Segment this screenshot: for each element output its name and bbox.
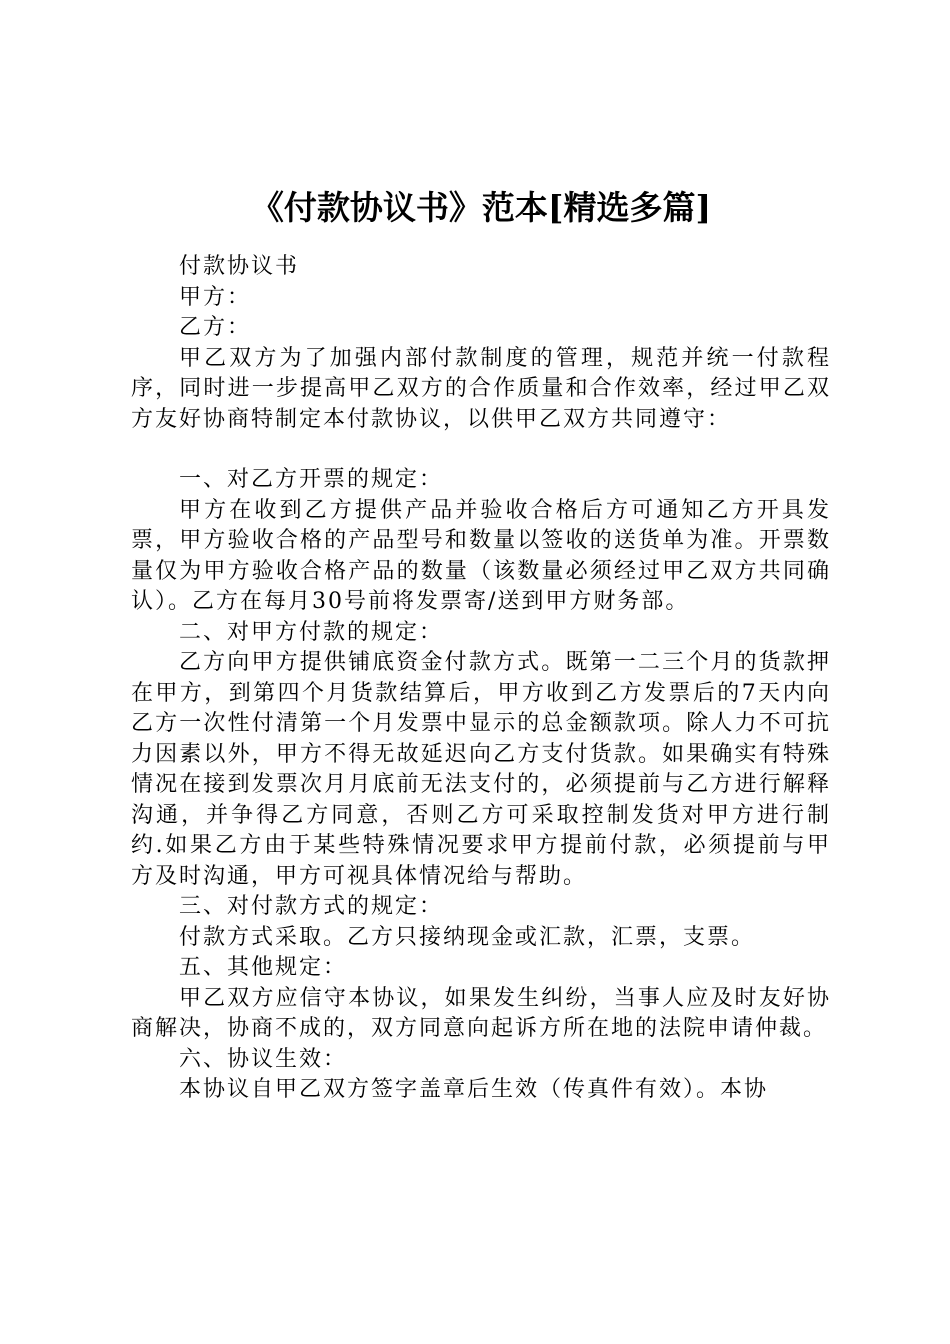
intro-paragraph: 甲乙双方为了加强内部付款制度的管理，规范并统一付款程序，同时进一步提高甲乙双方的合作质量和合作效率，经过甲乙双方友好协商特制定本付款协议，以供甲乙双方共同遵守： [131, 345, 831, 432]
section-heading: 六、协议生效： [179, 1046, 348, 1072]
section-heading: 二、对甲方付款的规定： [179, 619, 444, 645]
section-body: 甲乙双方应信守本协议，如果发生纠纷，当事人应及时友好协商解决，协商不成的，双方同意向起诉方所在地的法院申请仲裁。 [131, 985, 831, 1041]
document-page [131, 184, 831, 1106]
section-heading: 三、对付款方式的规定： [179, 894, 444, 919]
agreement-heading: 付款协议书 [179, 254, 300, 279]
section-body: 本协议自甲乙双方签字盖章后生效（传真件有效）。本协 [179, 1077, 769, 1102]
party-b-label: 乙方： [179, 315, 252, 340]
party-a-label: 甲方： [179, 284, 252, 310]
document-title: 《付款协议书》范本[精选多篇] [250, 188, 712, 227]
section-heading: 五、其他规定： [179, 955, 348, 980]
section-body: 甲方在收到乙方提供产品并验收合格后方可通知乙方开具发票，甲方验收合格的产品型号和数量以签收的送货单为准。开票数量仅为甲方验收合格产品的数量（该数量必须经过甲乙双方共同确认）。乙方在每月30号前将发票寄/送到甲方财务部。 [131, 497, 831, 614]
paragraph-gap [131, 435, 831, 465]
section-body: 乙方向甲方提供铺底资金付款方式。既第一二三个月的货款押在甲方，到第四个月货款结算后，甲方收到乙方发票后的7天内向乙方一次性付清第一个月发票中显示的总金额款项。除人力不可抗力因素以外，甲方不得无故延迟向乙方支付货款。如果确实有特殊情况在接到发票次月月底前无法支付的，必须提前与乙方进行解释沟通，并争得乙方同意，否则乙方可采取控制发货对甲方进行制约.如果乙方由于某些特殊情况要求甲方提前付款，必须提前与甲方及时沟通，甲方可视具体情况给与帮助。 [131, 650, 831, 889]
section-heading: 一、对乙方开票的规定： [179, 467, 444, 492]
section-body: 付款方式采取。乙方只接纳现金或汇款，汇票，支票。 [179, 924, 756, 950]
